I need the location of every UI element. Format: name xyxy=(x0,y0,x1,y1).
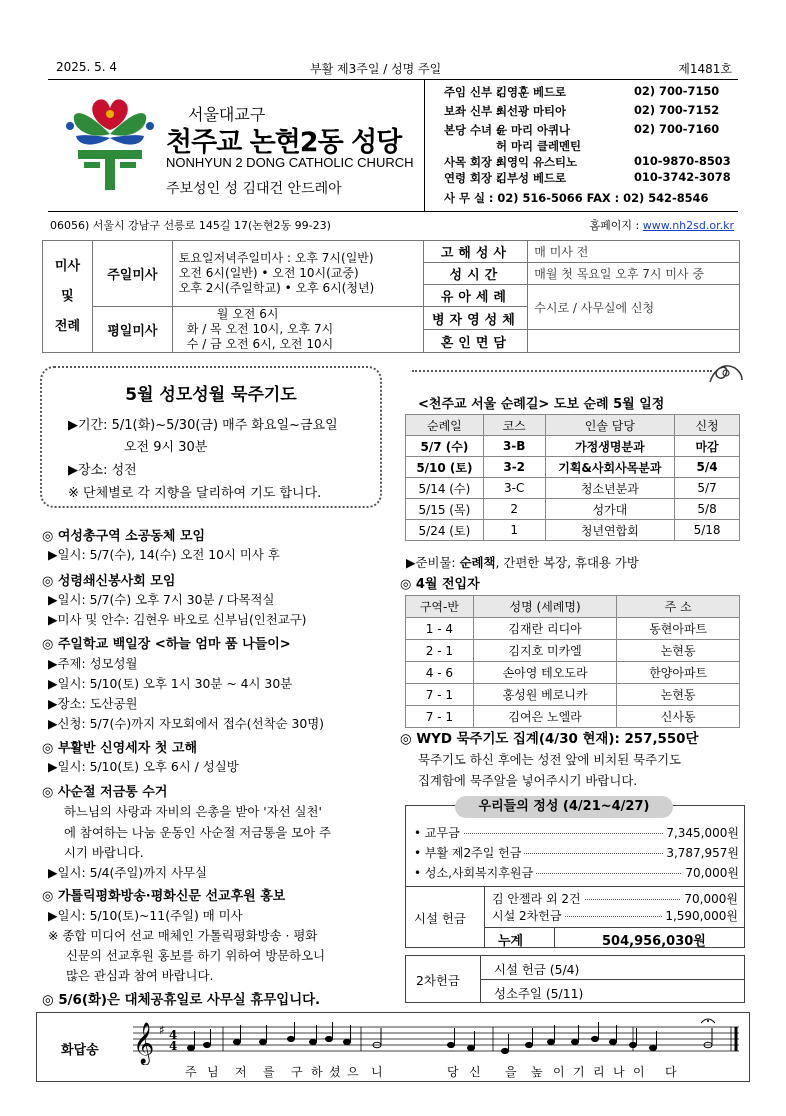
rosary-place: ▶장소: 성전 xyxy=(68,463,137,478)
address: 06056) 서울시 강남구 선릉로 145길 17(논현2동 99-23) xyxy=(50,219,331,232)
table-row: 5/14 (수) 3-C 청소년분과 5/7 xyxy=(406,478,740,499)
homepage-label: 홈페이지 : xyxy=(589,219,640,232)
mass-liturgy-category: 미사 및 전례 xyxy=(43,241,93,353)
notice-line: ▶일시: 5/10(토)~11(주일) 매 미사 xyxy=(48,908,243,923)
table-header: 순례일 xyxy=(406,415,484,436)
notice-line: ▶일시: 5/7(수), 14(수) 오전 10시 미사 후 xyxy=(48,547,280,562)
second-collection-item: 시설 헌금 (5/4) xyxy=(494,962,580,977)
wyd-title: ◎ WYD 묵주기도 집계(4/30 현재): 257,550단 xyxy=(400,732,699,747)
facility-offering-label: 시설 헌금 xyxy=(414,911,466,926)
music-staff xyxy=(133,1017,743,1065)
diocese-name: 서울대교구 xyxy=(188,105,266,124)
sacrament-name: 고해성사 xyxy=(424,241,528,263)
notice-title: ◎ 가톨릭평화방송·평화신문 선교후원 홍보 xyxy=(42,889,286,904)
sacrament-name: 유아세례 xyxy=(424,285,528,307)
table-row: 4 - 6 손아영 테오도라 한양아파트 xyxy=(406,662,740,684)
notice-line: 신문의 선교후원 홍보를 하기 위하여 방문하오니 xyxy=(66,948,326,963)
table-row: 5/15 (목) 2 성가대 5/8 xyxy=(406,499,740,520)
notice-title: ◎ 여성총구역 소공동체 모임 xyxy=(42,529,206,544)
table-row: 5/10 (토) 3-2 기획&사회사목분과 5/4 xyxy=(406,457,740,478)
pilgrimage-table xyxy=(405,414,740,541)
table-header: 인솔 담당 xyxy=(545,415,675,436)
homepage xyxy=(590,217,734,233)
svg-text:♯: ♯ xyxy=(159,1023,165,1037)
wyd-line: 묵주기도 하신 후에는 성전 앞에 비치된 묵주기도 xyxy=(418,752,682,767)
sacrament-name: 병자영성체 xyxy=(424,307,528,330)
svg-text:𝄞: 𝄞 xyxy=(133,1023,155,1064)
address-row xyxy=(48,214,738,234)
table-header: 신청 xyxy=(675,415,740,436)
notice-line: ▶일시: 5/4(주일)까지 사무실 xyxy=(48,865,207,880)
sacrament-value: 매월 첫 목요일 오후 7시 미사 중 xyxy=(528,263,740,285)
second-collection-item: 성소주일 (5/11) xyxy=(494,986,584,1001)
table-row: 7 - 1 김여은 노엘라 신사동 xyxy=(406,706,740,728)
table-row: 7 - 1 홍성원 베로니카 논현동 xyxy=(406,684,740,706)
weekday-mass-label: 평일미사 xyxy=(92,307,172,353)
rosary-period-time: 오전 9시 30분 xyxy=(124,440,208,455)
svg-text:4: 4 xyxy=(169,1039,178,1053)
notice-title: ◎ 부활반 신영세자 첫 고해 xyxy=(42,741,198,756)
liturgical-day: 부활 제3주일 / 성명 주일 xyxy=(310,62,442,76)
total-amount: 504,956,030원 xyxy=(602,934,706,949)
sacrament-value: 매 미사 전 xyxy=(528,241,740,263)
notice-line: ▶신청: 5/7(수)까지 자모회에서 접수(선착순 30명) xyxy=(48,716,325,731)
notice-title: ◎ 성령쇄신봉사회 모임 xyxy=(42,574,176,589)
homepage-link[interactable]: www.nh2sd.or.kr xyxy=(642,219,734,232)
table-header: 코스 xyxy=(483,415,545,436)
second-collection-label: 2차헌금 xyxy=(416,973,460,988)
rosary-month-box xyxy=(40,366,382,508)
sacrament-name: 혼인면담 xyxy=(424,330,528,353)
table-row: 5/24 (토) 1 청년연합회 5/18 xyxy=(406,520,740,541)
pilgrimage-supplies: ▶준비물: 순례책, 간편한 복장, 휴대용 가방 xyxy=(406,555,639,570)
notice-line: ▶일시: 5/7(수) 오후 7시 30분 / 다목적실 xyxy=(48,592,275,607)
table-header: 구역-반 xyxy=(406,596,474,618)
notice-line: ▶일시: 5/10(토) 오후 1시 30분 ~ 4시 30분 xyxy=(48,676,293,691)
church-name-english: NONHYUN 2 DONG CATHOLIC CHURCH xyxy=(166,155,414,170)
church-logo xyxy=(64,96,156,192)
table-header: 성명 (세례명) xyxy=(473,596,617,618)
table-row: 1 - 4 김재란 리디아 동현아파트 xyxy=(406,618,740,640)
office-phone: 사 무 실 : 02) 516-5066 FAX : 02) 542-8546 xyxy=(444,191,709,205)
offering-title: 우리들의 정성 (4/21~4/27) xyxy=(455,796,673,818)
wyd-line: 집계함에 묵주알을 넣어주시기 바랍니다. xyxy=(418,773,638,788)
table-row: 2 - 1 김지호 미카엘 논현동 xyxy=(406,640,740,662)
notice-line: ▶주제: 성모성월 xyxy=(48,656,138,671)
mass-schedule-table xyxy=(42,240,740,353)
notice-title: ◎ 주일학교 백일장 <하늘 엄마 품 나들이> xyxy=(42,637,291,652)
offering-box: • 교무금 7,345,000원 • 부활 제2주일 헌금 3,787,957원 • 성소,사회복지후원금 70,000원 시설 헌금 김 안젤라 외 2건 70,000원 시설 2차헌금 1,590,000원 누계 504,956,030원 xyxy=(405,805,745,948)
notice-line: 하느님의 사랑과 자비의 은총을 받아 '자선 실천' xyxy=(64,804,322,819)
patron-saint: 주보성인 성 김대건 안드레아 xyxy=(166,181,342,197)
rosary-period: ▶기간: 5/1(화)~5/30(금) 매주 화요일~금요일 xyxy=(68,418,338,433)
sacrament-name: 성시간 xyxy=(424,263,528,285)
table-header: 주 소 xyxy=(617,596,740,618)
notice-line: ▶미사 및 안수: 김현우 바오로 신부님(인천교구) xyxy=(48,612,307,627)
bulletin-date: 2025. 5. 4 xyxy=(56,60,118,74)
sunday-mass-label: 주일미사 xyxy=(92,241,172,307)
issue-number: 제1481호 xyxy=(678,62,732,76)
rosary-note: ※ 단체별로 각 지향을 달리하여 기도 합니다. xyxy=(68,486,322,501)
notice-line: ※ 종합 미디어 선교 매체인 가톨릭평화방송 · 평화 xyxy=(48,928,318,943)
table-row: 5/7 (수) 3-B 가정생명분과 마감 xyxy=(406,436,740,457)
sacrament-value xyxy=(528,330,740,353)
psalm-lyrics: 주 님 저 를 구 하 셨 으 니 당 신 을 높 이 기 리 나 이 다 xyxy=(185,1065,677,1079)
header: 서울대교구 천주교 논현2동 성당 NONHYUN 2 DONG CATHOLIC CHURCH 주보성인 성 김대건 안드레아 주임 신부 : 김영훈 베드로 02) 700-7150 보좌 신부 : 최선광 마티아 02) 700-7152 본당 수녀 : 윤 마리 아퀴나 02) 700-7160 허 마리 클레멘틴 사목 회장 : 최영익 유스티노 010-9870-8503 연령 회장 : 김부성 베드로 010-3742-3078 사 무 실 : 02) 516-5066 FAX : 02) 542-8546 xyxy=(48,80,738,212)
notice-line: 에 참여하는 나눔 운동인 사순절 저금통을 모아 주 xyxy=(64,825,331,840)
svg-text:4: 4 xyxy=(169,1028,178,1042)
rosary-title: 5월 성모성월 묵주기도 xyxy=(125,385,297,405)
total-label: 누계 xyxy=(498,934,524,949)
notice-title: ◎ 사순절 저금통 수거 xyxy=(42,785,168,800)
psalm-music-box xyxy=(36,1012,750,1082)
weekday-mass-times: 월 오전 6시 화 / 목 오전 10시, 오후 7시 수 / 금 오전 6시, 오전 10시 xyxy=(172,307,424,353)
sunday-mass-times: 토요일저녁주일미사 : 오후 7시(일반) 오전 6시(일반) • 오전 10시(교중) 오후 2시(주일학교) • 오후 6시(청년) xyxy=(172,241,424,307)
notice-line: ▶일시: 5/10(토) 오후 6시 / 성실방 xyxy=(48,759,239,774)
header-divider xyxy=(424,80,425,212)
church-name: 천주교 논현2동 성당 xyxy=(166,127,402,158)
top-line xyxy=(48,58,738,80)
newcomers-title: ◎ 4월 전입자 xyxy=(400,577,480,592)
psalm-label: 화답송 xyxy=(61,1043,99,1058)
notice-line: 많은 관심과 참여 바랍니다. xyxy=(66,968,214,983)
ribbon-icon xyxy=(706,360,746,386)
notice-line: ▶장소: 도산공원 xyxy=(48,696,138,711)
notice-title: ◎ 5/6(화)은 대체공휴일로 사무실 휴무입니다. xyxy=(42,993,321,1008)
notice-line: 시기 바랍니다. xyxy=(64,845,144,860)
pilgrimage-title: <천주교 서울 순례길> 도보 순례 5월 일정 xyxy=(418,397,665,412)
second-collection-box xyxy=(405,955,745,1003)
sacrament-value: 수시로 / 사무실에 신청 xyxy=(528,285,740,330)
section-divider xyxy=(412,370,712,372)
newcomers-table xyxy=(405,595,740,728)
